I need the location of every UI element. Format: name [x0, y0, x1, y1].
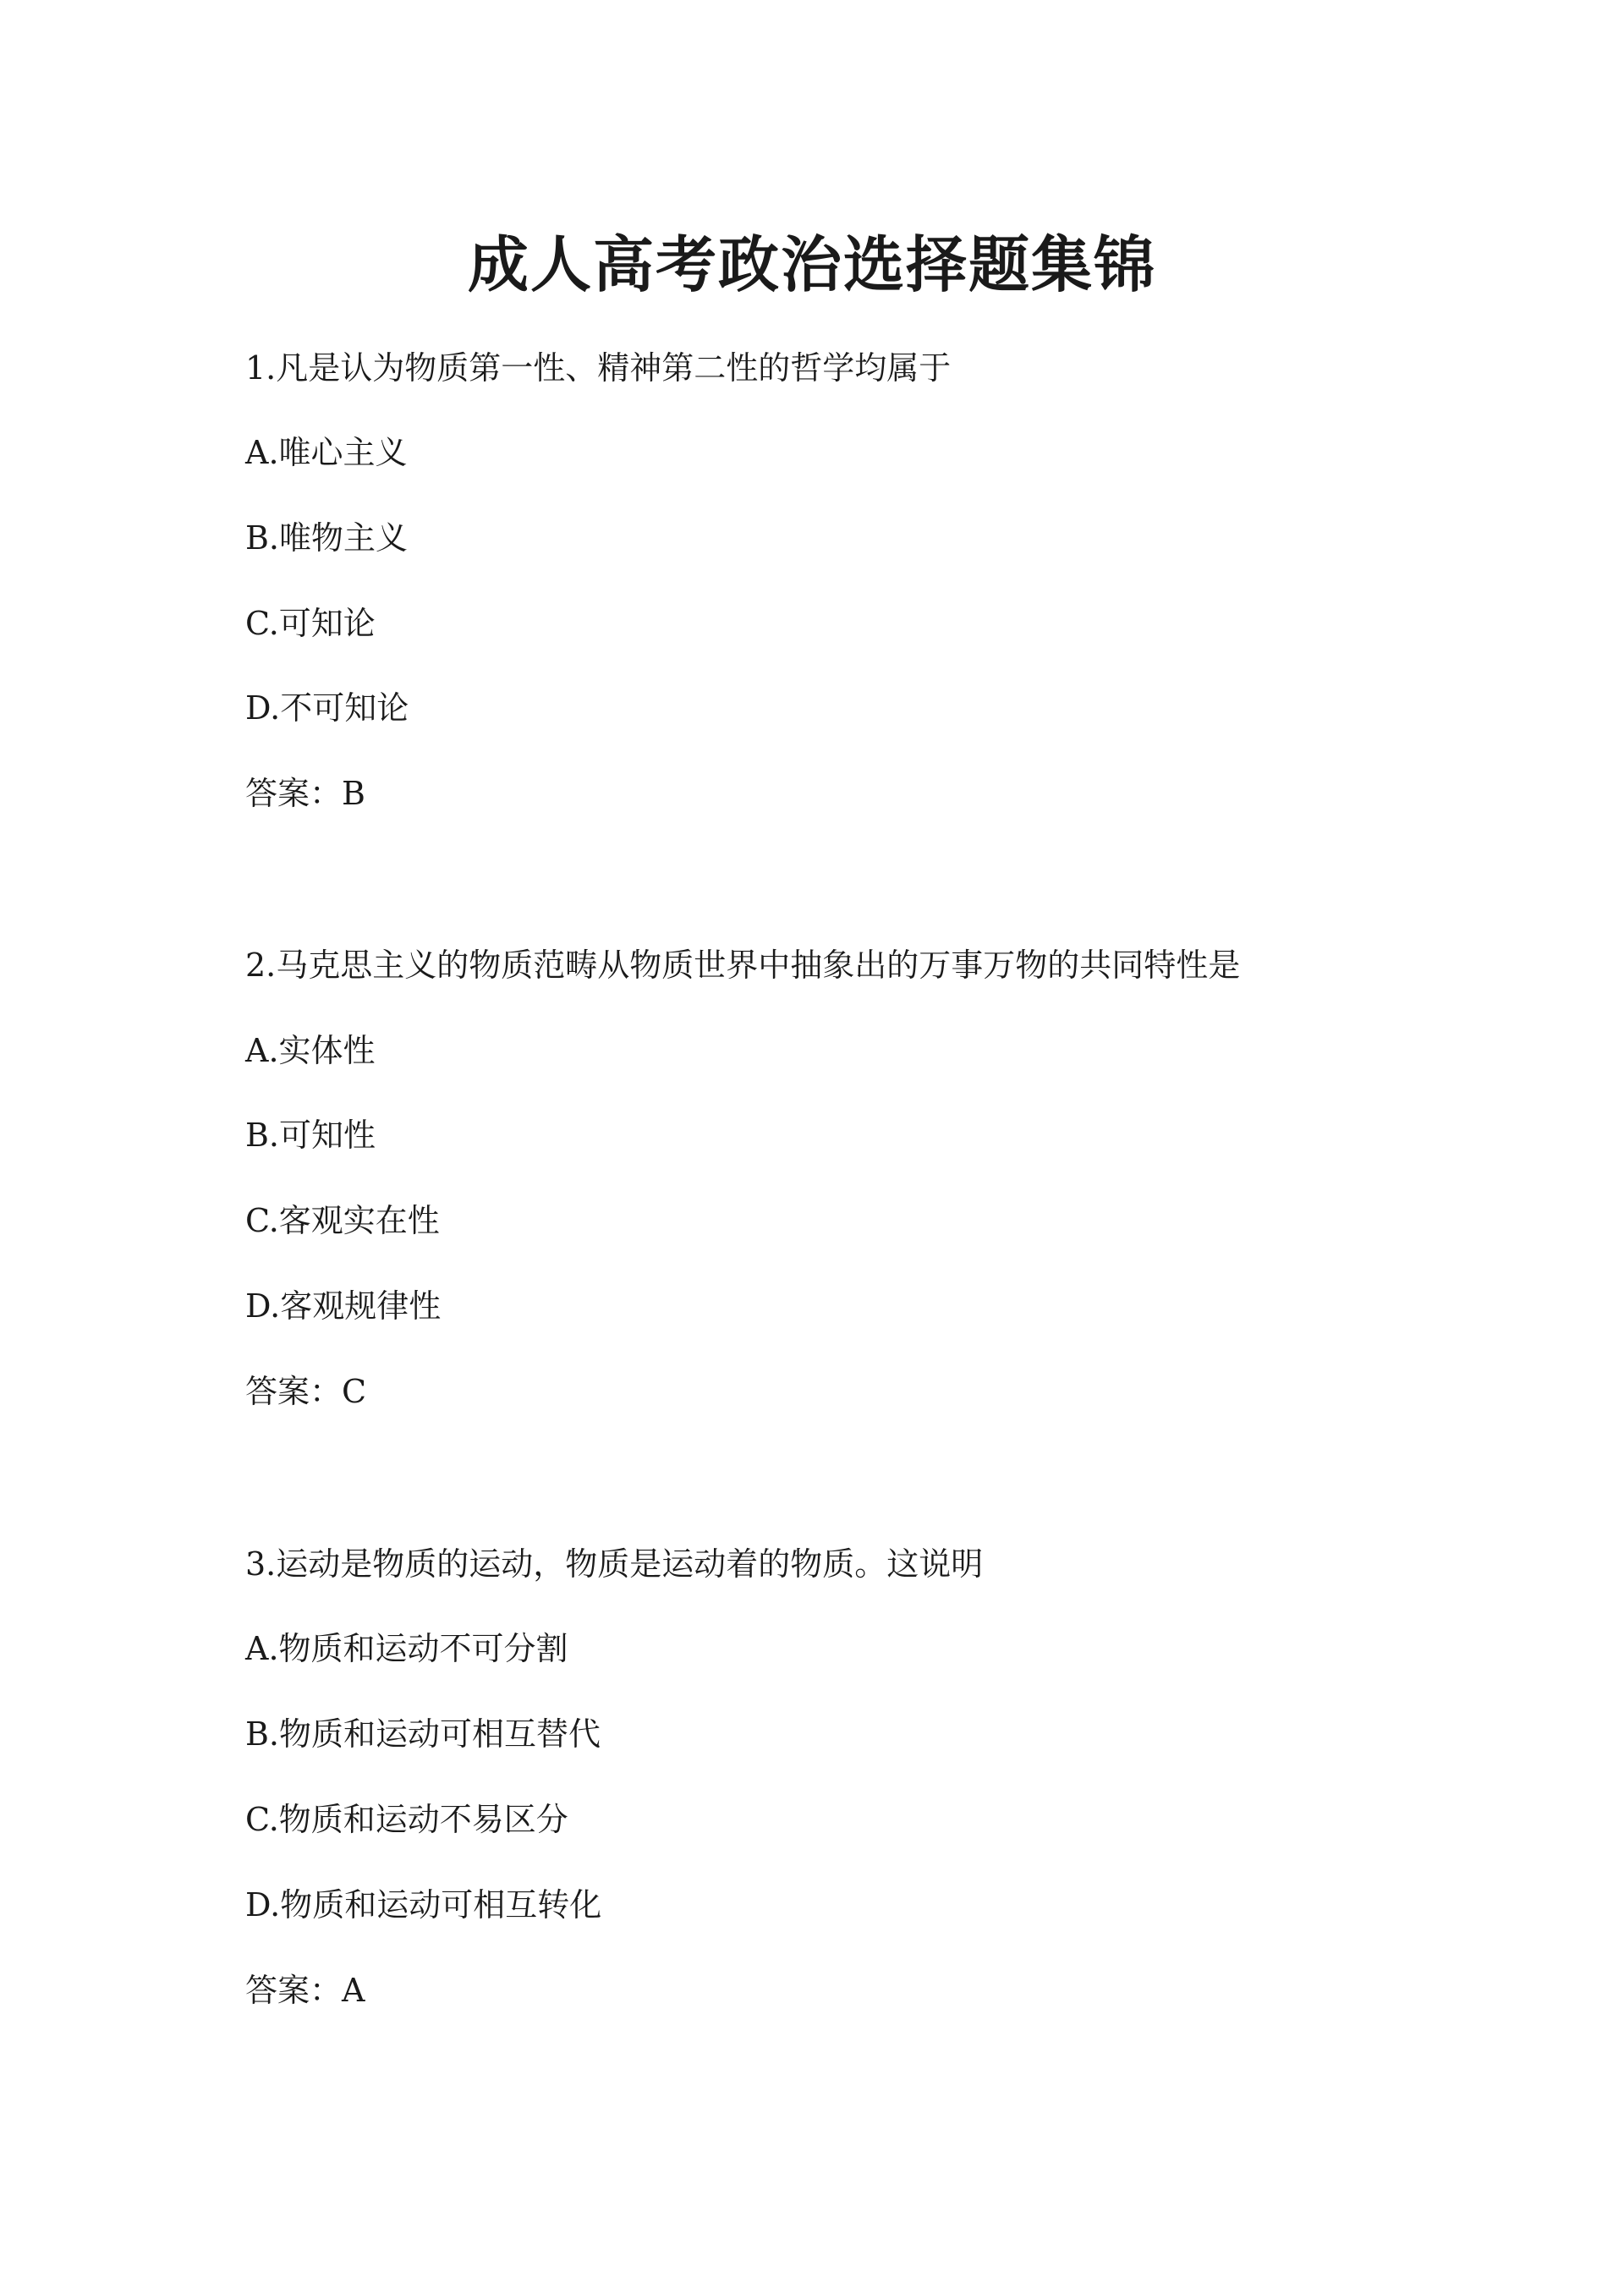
- option-2-a: A.实体性: [245, 1032, 376, 1069]
- option-3-b: B.物质和运动可相互替代: [245, 1715, 601, 1753]
- option-3-d: D.物质和运动可相互转化: [245, 1886, 602, 1924]
- option-3-c: C.物质和运动不易区分: [245, 1801, 568, 1838]
- option-2-d: D.客观规律性: [245, 1287, 442, 1325]
- option-2-b: B.可知性: [245, 1117, 376, 1154]
- question-stem-1: 1.凡是认为物质第一性、精神第二性的哲学均属于: [245, 349, 952, 387]
- option-1-c: C.可知论: [245, 605, 376, 642]
- option-1-d: D.不可知论: [245, 689, 409, 727]
- document-title: 成人高考政治选择题集锦: [467, 228, 1156, 300]
- option-2-c: C.客观实在性: [245, 1202, 440, 1239]
- answer-3: 答案：A: [245, 1972, 365, 2009]
- option-1-a: A.唯心主义: [245, 434, 408, 471]
- question-stem-2: 2.马克思主义的物质范畴从物质世界中抽象出的万事万物的共同特性是: [245, 947, 1241, 984]
- answer-2: 答案：C: [245, 1373, 367, 1410]
- option-1-b: B.唯物主义: [245, 519, 409, 557]
- question-stem-3: 3.运动是物质的运动，物质是运动着的物质。这说明: [245, 1545, 984, 1583]
- answer-1: 答案：B: [245, 775, 365, 812]
- option-3-a: A.物质和运动不可分割: [245, 1630, 568, 1667]
